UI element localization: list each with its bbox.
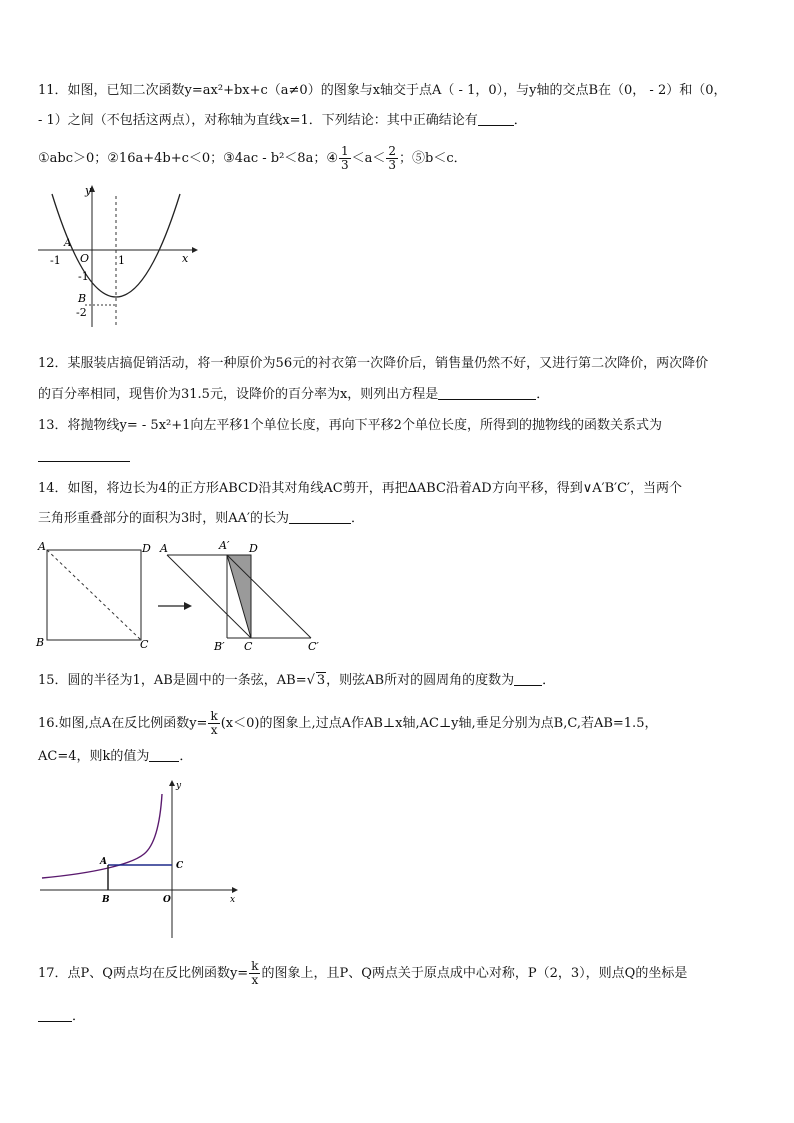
q14-line2: [38, 510, 364, 528]
q16-point-b-label: B: [102, 895, 110, 905]
q14-line2-end: ．: [351, 511, 365, 526]
q16-text-mid: (x＜0)的图象上,过点A作AB⊥x轴,AC⊥y轴,垂足分别为点B,C,若AB=1.5，: [220, 716, 658, 731]
q16-line2-end: ．: [179, 749, 193, 764]
q14-diagonal: [47, 550, 141, 640]
q11-line2: [38, 112, 527, 130]
q14-line2-text: 三角形重叠部分的面积为3时，则AA′的长为: [38, 511, 289, 526]
q16-frac-den: x: [210, 723, 218, 737]
q14-label-c2: C: [244, 640, 253, 653]
q16-fraction: [208, 710, 219, 737]
q17-text-post: 的图象上，且P、Q两点关于原点成中心对称，P（2，3），则点Q的坐标是: [261, 966, 688, 981]
q15-answer-blank[interactable]: [514, 673, 542, 686]
q11-tick-neg1: -1: [50, 254, 61, 267]
q17-fraction: [249, 960, 260, 987]
q11-parabola-figure: [30, 182, 200, 332]
q14-label-c-prime: C′: [308, 640, 319, 653]
q16-line1: [38, 710, 657, 737]
q14-square-figure: [34, 538, 334, 652]
q11-tick-1: 1: [118, 254, 125, 267]
q14-label-a: A: [38, 540, 46, 553]
q14-label-a2: A: [160, 542, 168, 555]
q16-hyperbola-figure: [36, 776, 246, 942]
q11-y-label: y: [85, 184, 92, 197]
q14-arrow-head: [184, 602, 192, 610]
q14-label-d2: D: [249, 542, 258, 555]
q11-line2-text: - 1）之间（不包括这两点），对称轴为直线x=1．下列结论：其中正确结论有: [38, 113, 478, 128]
q11-options-a: ①abc＞0；②16a+4b+c＜0；③4ac - b²＜8a；④: [38, 151, 338, 166]
q16-text-pre: 16.如图,点A在反比例函数y=: [38, 716, 208, 731]
q14-answer-blank[interactable]: [289, 511, 351, 524]
q11-frac2-num: 2: [388, 144, 397, 158]
q17-frac-den: x: [251, 973, 259, 987]
q11-frac1-num: 1: [340, 144, 349, 158]
q17-text-pre: 17．点P、Q两点均在反比例函数y=: [38, 966, 249, 981]
q11-point-b-label: B: [78, 292, 87, 305]
q17-answer-blank[interactable]: [38, 1009, 72, 1022]
q16-frac-num: k: [210, 709, 218, 723]
q17-line2-end: ．: [72, 1009, 86, 1024]
q16-point-c-label: C: [176, 861, 184, 871]
q14-label-b-prime: B′: [214, 640, 225, 653]
q12-line2-text: 的百分率相同，现售价为31.5元，设降价的百分率为x，则列出方程是: [38, 387, 439, 402]
q15-text-post: ，则弦AB所对的圆周角的度数为: [326, 673, 515, 688]
q14-line1: 14．如图，将边长为4的正方形ABCD沿其对角线AC剪开，再把∆ABC沿着AD方向平移，得到∨A′B′C′，当两个: [38, 481, 682, 496]
q17-line2: [38, 1008, 85, 1026]
q16-line2-text: AC=4，则k的值为: [38, 749, 150, 764]
q11-tick-y-neg1: -1: [78, 270, 89, 283]
q13-line2: [38, 448, 130, 466]
q11-line1: 11．如图，已知二次函数y=ax²+bx+c（a≠0）的图象与x轴交于点A（ - 1，0），与y轴的交点B在（0， - 2）和（0，: [38, 83, 727, 98]
q16-point-a-label: A: [100, 857, 107, 867]
q12-line2-end: ．: [536, 387, 550, 402]
q15-end: ．: [542, 673, 556, 688]
q15-line: [38, 672, 555, 690]
q11-point-a-label: A: [64, 238, 72, 249]
q16-y-label: y: [176, 781, 182, 791]
q11-frac2-den: 3: [388, 158, 397, 172]
q13-line1: 13．将抛物线y= - 5x²+1向左平移1个单位长度，再向下平移2个单位长度，所得到的抛物线的函数关系式为: [38, 418, 662, 433]
q16-x-label: x: [230, 895, 236, 905]
q11-frac1-den: 3: [340, 158, 349, 172]
q16-origin-label: O: [163, 895, 171, 905]
q13-answer-blank[interactable]: [38, 449, 130, 462]
q16-x-arrow: [232, 887, 238, 893]
q16-y-arrow: [169, 780, 175, 786]
q12-line1: 12．某服装店搞促销活动，将一种原价为56元的衬衣第一次降价后，销售量仍然不好，又进行第二次降价，两次降价: [38, 356, 709, 371]
q11-tick-y-neg2: -2: [76, 306, 87, 319]
q11-options-b: ；⑤b＜c．: [399, 151, 467, 166]
q11-answer-blank[interactable]: [478, 113, 514, 126]
q14-label-b: B: [36, 636, 45, 649]
q14-label-c: C: [140, 638, 149, 651]
q14-label-a-prime: A′: [219, 539, 230, 552]
q14-label-d: D: [142, 542, 151, 555]
q16-line2: [38, 748, 192, 766]
q11-fraction-1: [339, 145, 351, 172]
q12-line2: [38, 386, 549, 404]
q11-options: [38, 145, 467, 172]
q11-fraction-2: [386, 145, 398, 172]
q15-sqrt-value: 3: [316, 673, 326, 688]
q11-x-label: x: [182, 252, 189, 265]
q11-x-arrow: [192, 247, 198, 253]
q16-answer-blank[interactable]: [149, 749, 179, 762]
q15-sqrt: √ 3: [306, 673, 326, 688]
q11-options-lt: ＜a＜: [351, 151, 386, 166]
q12-answer-blank[interactable]: [438, 387, 536, 400]
q11-line2-end: ．: [513, 113, 527, 128]
q15-text-pre: 15．圆的半径为1，AB是圆中的一条弦，AB=: [38, 673, 307, 688]
q17-line1: [38, 960, 687, 987]
q11-origin-label: O: [80, 252, 90, 265]
q17-frac-num: k: [251, 959, 259, 973]
